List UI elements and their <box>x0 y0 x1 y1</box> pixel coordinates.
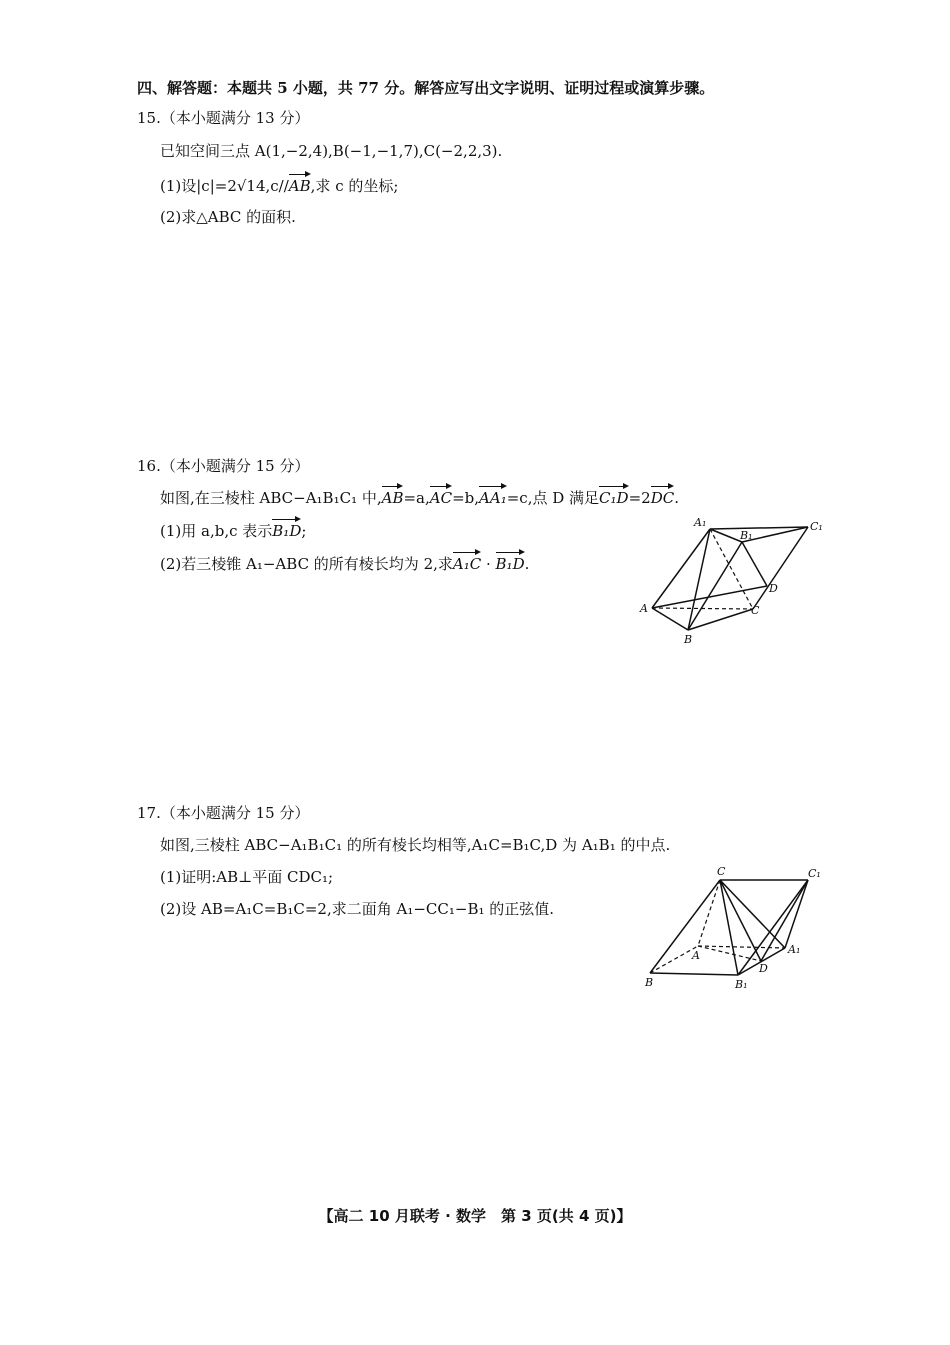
label-b1: B₁ <box>735 978 748 991</box>
edge-a-d <box>652 586 767 608</box>
label-d: D <box>769 582 778 595</box>
label-c: C <box>751 604 760 617</box>
edge-b-c <box>688 609 753 630</box>
q15-part1 <box>160 174 398 196</box>
label-a1: A₁ <box>788 943 801 956</box>
q16-eq-b: =b, <box>452 489 480 507</box>
q16-part1 <box>160 519 306 541</box>
q15-part1-suffix: ,求 c 的坐标; <box>310 177 399 195</box>
q16-part2-prefix: (2)若三棱锥 A₁−ABC 的所有棱长均为 2,求 <box>160 555 453 573</box>
q17-title: 17.（本小题满分 15 分） <box>137 804 310 822</box>
q16-vector-aa1: AA₁ <box>479 486 507 508</box>
label-c: C <box>717 865 726 878</box>
q16-part1-prefix: (1)用 a,b,c 表示 <box>160 522 273 540</box>
q15-part2: (2)求△ABC 的面积. <box>160 208 296 226</box>
label-a1: A₁ <box>694 516 707 529</box>
edge-a-d-hidden <box>698 946 761 961</box>
q16-eq-d: =2 <box>628 489 651 507</box>
q16-eq-end: . <box>674 489 679 507</box>
edge-c-d <box>720 880 761 961</box>
edge-c1-b1 <box>738 880 808 975</box>
edge-a1-c1 <box>710 527 808 529</box>
q15-vector-ab: AB <box>289 174 311 196</box>
label-c1: C₁ <box>810 520 823 533</box>
q17-part2: (2)设 AB=A₁C=B₁C=2,求二面角 A₁−CC₁−B₁ 的正弦值. <box>160 900 555 918</box>
label-b: B <box>645 976 654 989</box>
label-c1: C₁ <box>808 867 821 880</box>
q16-part2 <box>160 552 529 574</box>
q16-vector-ab: AB <box>382 486 404 508</box>
edge-b-a-hidden <box>650 946 698 973</box>
q16-vector-a1c: A₁C <box>453 552 481 574</box>
edge-c-a-hidden <box>698 880 720 946</box>
edge-a-c-hidden <box>652 608 753 609</box>
q17-prism-figure <box>638 860 838 995</box>
label-a: A <box>640 602 648 615</box>
q16-vector-ac: AC <box>430 486 452 508</box>
edge-b-c <box>650 880 720 973</box>
edge-b1-d <box>742 542 767 586</box>
q16-eq-a: =a, <box>403 489 430 507</box>
edge-a-a1-hidden <box>698 946 785 948</box>
q15-part1-prefix: (1)设|c|=2√14,c// <box>160 177 289 195</box>
label-a: A <box>692 949 700 962</box>
label-b1: B₁ <box>740 529 753 542</box>
q16-vector-dc: DC <box>651 486 675 508</box>
q16-title: 16.（本小题满分 15 分） <box>137 457 310 475</box>
q16-prism-figure <box>630 510 830 650</box>
q16-part1-suffix: ; <box>301 522 307 540</box>
q17-part1: (1)证明:AB⊥平面 CDC₁; <box>160 868 334 886</box>
edge-c1-c <box>753 527 808 609</box>
edge-a-b <box>652 608 688 630</box>
q15-title: 15.（本小题满分 13 分） <box>137 109 310 127</box>
label-b: B <box>684 633 693 646</box>
q16-part2-suffix: . <box>524 555 530 573</box>
q16-vector-b1d: B₁D <box>272 519 301 541</box>
q16-stem <box>160 486 679 508</box>
q15-stem: 已知空间三点 A(1,−2,4),B(−1,−1,7),C(−2,2,3). <box>160 142 503 160</box>
edge-b-b1 <box>650 973 738 975</box>
page-footer: 【高二 10 月联考 · 数学 第 3 页(共 4 页)】 <box>318 1207 632 1225</box>
label-d: D <box>759 962 768 975</box>
section-heading: 四、解答题：本题共 5 小题，共 77 分。解答应写出文字说明、证明过程或演算步骤。 <box>137 79 715 97</box>
edge-c-b1 <box>720 880 738 975</box>
q17-stem: 如图,三棱柱 ABC−A₁B₁C₁ 的所有棱长均相等,A₁C=B₁C,D 为 A₁B₁ 的中点. <box>160 836 671 854</box>
q16-eq-c: =c,点 D 满足 <box>506 489 600 507</box>
edge-a1-b1 <box>710 529 742 542</box>
q16-vector-b1d-2: B₁D <box>496 552 525 574</box>
q16-vector-c1d: C₁D <box>599 486 629 508</box>
q16-dot: · <box>481 555 496 573</box>
q16-stem-a: 如图,在三棱柱 ABC−A₁B₁C₁ 中, <box>160 489 382 507</box>
